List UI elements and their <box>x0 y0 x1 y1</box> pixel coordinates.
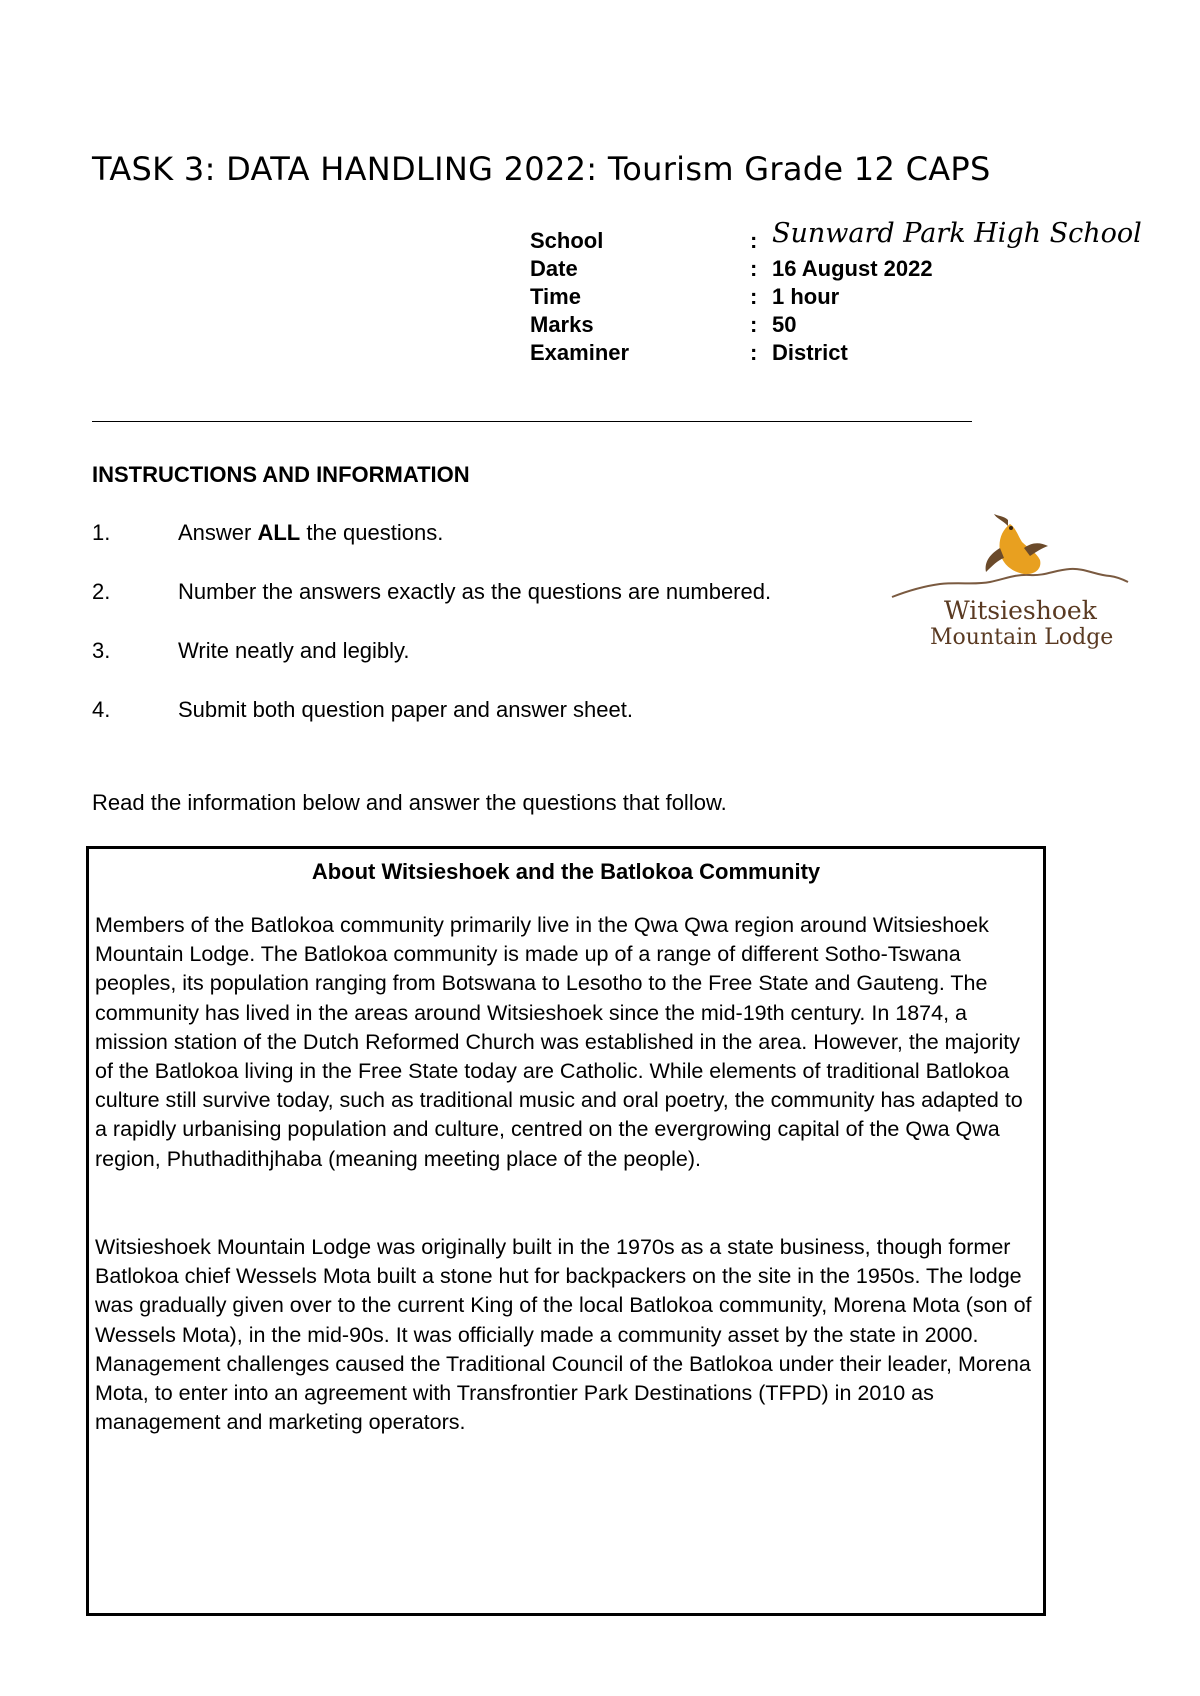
meta-colon: : <box>750 340 758 365</box>
read-prompt: Read the information below and answer the questions that follow. <box>92 790 727 815</box>
article-title: About Witsieshoek and the Batlokoa Community <box>311 859 821 884</box>
meta-colon: : <box>750 228 758 253</box>
instruction-number: 2. <box>92 579 111 604</box>
horizontal-divider <box>92 421 972 422</box>
meta-value: 1 hour <box>772 284 840 309</box>
article-paragraph: Witsieshoek Mountain Lodge was originally built in the 1970s as a state business, though former Batlokoa chief Wessels Mota built a stone hut for backpackers on the site in the 1950s. The lodge was gradually given over to the current King of the local Batlokoa community, Morena Mota (son of Wessels Mota), in the mid-90s. It was officially made a community asset by the state in 2000. Management challenges caused the Traditional Council of the Batlokoa under their leader, Morena Mota, to enter into an agreement with Transfrontier Park Destinations (TFPD) in 2010 as management and marketing operators. <box>95 1235 1032 1435</box>
meta-label: Examiner <box>530 340 630 365</box>
article-paragraph: Members of the Batlokoa community primarily live in the Qwa Qwa region around Witsieshoek Mountain Lodge. The Batlokoa community is made up of a range of different Sotho-Tswana peoples, its population ranging from Botswana to Lesotho to the Free State and Gauteng. The community has lived in the areas around Witsieshoek since the mid-19th century. In 1874, a mission station of the Dutch Reformed Church was established in the area. However, the majority of the Batlokoa living in the Free State today are Catholic. While elements of traditional Batlokoa culture still survive today, such as traditional music and oral poetry, the community has adapted to a rapidly urbanising population and culture, centred on the evergrowing capital of the Qwa Qwa region, Phuthadithjhaba (meaning meeting place of the people). <box>95 913 1023 1171</box>
instruction-text: Number the answers exactly as the questions are numbered. <box>178 579 772 604</box>
meta-colon: : <box>750 256 758 281</box>
instruction-number: 4. <box>92 697 111 722</box>
instruction-text: Submit both question paper and answer sheet. <box>178 697 633 722</box>
meta-colon: : <box>750 312 758 337</box>
meta-value: 50 <box>772 312 797 337</box>
article-box <box>86 846 1046 1616</box>
meta-colon: : <box>750 284 758 309</box>
logo-subtitle: Mountain Lodge <box>930 625 1114 650</box>
emphasis: ALL <box>257 520 301 545</box>
instructions-heading: INSTRUCTIONS AND INFORMATION <box>92 462 470 487</box>
meta-label: School <box>530 228 604 253</box>
page-title: TASK 3: DATA HANDLING 2022: Tourism Grade 12 CAPS <box>92 150 991 188</box>
logo-title: Witsieshoek <box>944 596 1097 625</box>
instruction-text: Write neatly and legibly. <box>178 638 410 663</box>
meta-label: Date <box>530 256 578 281</box>
witsieshoek-logo <box>890 512 1130 662</box>
instruction-text: Answer ALL the questions. <box>178 520 444 545</box>
meta-label: Marks <box>530 312 594 337</box>
meta-value: 16 August 2022 <box>772 256 933 281</box>
meta-label: Time <box>530 284 581 309</box>
instruction-number: 1. <box>92 520 111 545</box>
instruction-number: 3. <box>92 638 111 663</box>
bearded-vulture-icon <box>890 512 1130 602</box>
school-name-handwritten: Sunward Park High School <box>772 218 1142 249</box>
meta-value: District <box>772 340 848 365</box>
